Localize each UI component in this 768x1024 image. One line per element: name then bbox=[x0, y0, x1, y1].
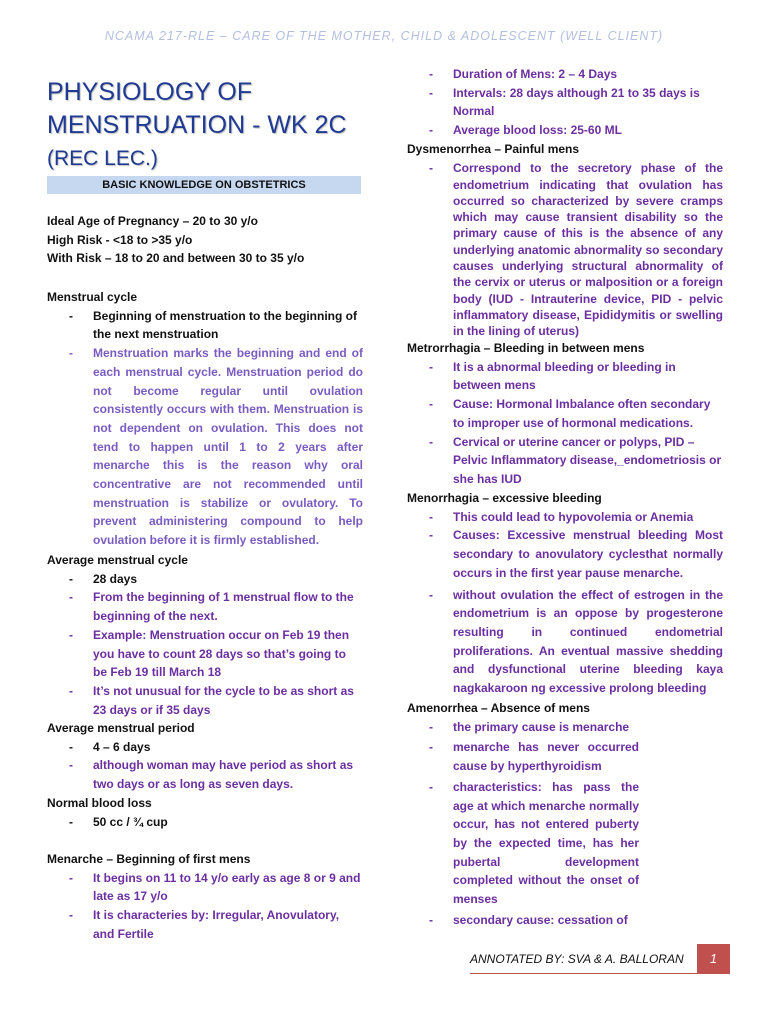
list-item-text: characteristics: has pass the age at which menarche normally occur, has not entered puberty by the expected time, has her pubertal development completed without the onset of menses bbox=[453, 779, 639, 907]
avg-period-heading: Average menstrual period bbox=[47, 721, 195, 735]
list-item-text: It is characteries by: Irregular, Anovulatory, and Fertile bbox=[93, 908, 340, 941]
menstrual-cycle-heading: Menstrual cycle bbox=[47, 290, 138, 304]
list-item-text: It is a abnormal bleeding or bleeding in between mens bbox=[453, 359, 676, 393]
list-item: - Average blood loss: 25-60 ML bbox=[429, 122, 622, 137]
list-item: - 4 – 6 days bbox=[69, 739, 151, 754]
footer-rule bbox=[470, 973, 697, 974]
list-item: - 28 days bbox=[69, 571, 138, 586]
list-item: - It begins on 11 to 14 y/o early as age 8 or 9 and late as 17 y/o bbox=[69, 870, 361, 904]
blood-loss-section bbox=[47, 794, 363, 831]
list-item-text: menarche has never occurred cause by hyperthyroidism bbox=[453, 740, 639, 774]
list-item: - Beginning of menstruation to the beginning of the next menstruation bbox=[69, 308, 357, 342]
dysmenorrhea-heading: Dysmenorrhea – Painful mens bbox=[407, 142, 580, 156]
menarche-section bbox=[47, 850, 363, 944]
list-item-text: 4 – 6 days bbox=[93, 739, 151, 754]
list-item-text: Causes: Excessive menstrual bleeding Most secondary to anovulatory cyclesthat normally occurs in the first year pause menarche. bbox=[453, 528, 723, 580]
high-risk-text: High Risk - <18 to >35 y/o bbox=[47, 232, 193, 247]
list-item-text: Correspond to the secretory phase of the endometrium indicating that ovulation has occurred so characterized by severe cramps which may cause transient disability so the primary cause of this is the absence of any underlying anatomic abnormality so secondary causes underlying structural abnormality of the cervix or uterus or malposition or a foreign body (IUD - Intrauterine device, PID - pelvic inflammatory disease, Epididymitis or swelling in the lining of uterus) bbox=[453, 161, 723, 339]
list-item-text: This could lead to hypovolemia or Anemia bbox=[453, 509, 694, 524]
list-item-text: the primary cause is menarche bbox=[453, 719, 630, 734]
avg-cycle-section bbox=[47, 551, 363, 719]
list-item: - although woman may have period as short as two days or as long as seven days. bbox=[69, 758, 354, 792]
amenorrhea-heading: Amenorrhea – Absence of mens bbox=[407, 701, 590, 715]
list-item-text: From the beginning of 1 menstrual flow to the beginning of the next. bbox=[93, 590, 354, 624]
dysmenorrhea-section bbox=[407, 141, 723, 340]
list-item: - Example: Menstruation occur on Feb 19 then you have to count 28 days so that’s going to be Feb 19 till March 18 bbox=[69, 627, 350, 680]
page-header: NCAMA 217-RLE – CARE OF THE MOTHER, CHILD & ADOLESCENT (WELL CLIENT) bbox=[104, 29, 664, 43]
list-item-text: It begins on 11 to 14 y/o early as age 8 or 9 and late as 17 y/o bbox=[93, 870, 361, 904]
list-item: - It is a abnormal bleeding or bleeding in between mens bbox=[429, 359, 676, 393]
list-item: - It’s not unusual for the cycle to be as short as 23 days or if 35 days bbox=[69, 683, 354, 717]
title-line-3: (REC LEC.) bbox=[47, 147, 158, 170]
footer-annotation: ANNOTATED BY: SVA & A. BALLORAN bbox=[470, 952, 684, 966]
title-line-1: PHYSIOLOGY OF bbox=[47, 78, 253, 106]
list-item: - This could lead to hypovolemia or Anemia bbox=[429, 509, 694, 524]
list-item: - characteristics: has pass the age at which menarche normally occur, has not entered puberty by the expected time, has her pubertal development completed without the onset of menses bbox=[429, 779, 639, 907]
metrorrhagia-heading: Metrorrhagia – Bleeding in between mens bbox=[407, 341, 645, 355]
list-item-text: secondary cause: cessation of bbox=[453, 912, 628, 927]
list-item-text: Menstruation marks the beginning and end of each menstrual cycle. Menstruation period do not become regular until ovulation consistently occurs with them. Menstruation is not dependent on ovulation. This does not tend to happen until 1 to 2 years after menarche this is the reason why oral concentrative are not recommended until menstruation is stabilize or ovulatory. To prevent administering compound to help ovulation before it is firmly established. bbox=[93, 346, 363, 548]
list-item-text: without ovulation the effect of estrogen in the endometrium is an oppose by progesterone resulting in continued endometrial proliferations. An eventual massive shedding and dysfunctional uterine bleeding kaya nagkakaroon ng excessive prolong bleeding bbox=[453, 587, 723, 696]
list-item-text: 50 cc / ¾ cup bbox=[93, 814, 168, 829]
list-item-text: although woman may have period as short as two days or as long as seven days. bbox=[93, 758, 354, 792]
list-item: - without ovulation the effect of estrogen in the endometrium is an oppose by progesterone resulting in continued endometrial proliferations. An eventual massive shedding and dysfunctional uterine bleeding kaya nagkakaroon ng excessive prolong bleeding bbox=[429, 587, 723, 696]
list-item-text: Average blood loss: 25-60 ML bbox=[453, 122, 622, 137]
list-item: - the primary cause is menarche bbox=[429, 719, 630, 734]
menses-summary-section bbox=[407, 65, 723, 139]
list-item: - Duration of Mens: 2 – 4 Days bbox=[429, 67, 618, 81]
list-item: - Cervical or uterine cancer or polyps, PID – Pelvic Inflammatory disease,_endometriosis or she has IUD bbox=[429, 434, 722, 486]
title-line-2: MENSTRUATION - WK 2C bbox=[47, 111, 347, 139]
ideal-age-text: Ideal Age of Pregnancy – 20 to 30 y/o bbox=[47, 214, 258, 228]
list-item: - Correspond to the secretory phase of the endometrium indicating that ovulation has occurred so characterized by severe cramps which may cause transient disability so the primary cause of this is the absence of any underlying anatomic abnormality so secondary causes underlying structural abnormality of the cervix or uterus or malposition or a foreign body (IUD - Intrauterine device, PID - pelvic inflammatory disease, Epididymitis or swelling in the lining of uterus) bbox=[429, 161, 723, 339]
list-item: - Intervals: 28 days although 21 to 35 days is Normal bbox=[429, 85, 700, 119]
avg-period-section bbox=[47, 719, 363, 794]
list-item: - secondary cause: cessation of bbox=[429, 912, 628, 927]
amenorrhea-section bbox=[407, 699, 723, 929]
list-item: - From the beginning of 1 menstrual flow to the beginning of the next. bbox=[69, 590, 354, 624]
section-banner: BASIC KNOWLEDGE ON OBSTETRICS bbox=[47, 176, 361, 194]
menorrhagia-heading: Menorrhagia – excessive bleeding bbox=[407, 491, 602, 505]
blood-loss-heading: Normal blood loss bbox=[47, 796, 152, 810]
risk-section bbox=[47, 212, 363, 268]
menstrual-cycle-section bbox=[47, 288, 363, 550]
page-title bbox=[47, 76, 377, 175]
list-item: - It is characteries by: Irregular, Anovulatory, and Fertile bbox=[69, 908, 340, 941]
list-item: - Menstruation marks the beginning and end of each menstrual cycle. Menstruation period do not become regular until ovulation consistently occurs with them. Menstruation is not dependent on ovulation. This does not tend to happen until 1 to 2 years after menarche this is the reason why oral concentrative are not recommended until menstruation is stabilize or ovulatory. To prevent administering compound to help ovulation before it is firmly established. bbox=[69, 346, 363, 548]
list-item-text: Beginning of menstruation to the beginning of the next menstruation bbox=[93, 308, 357, 342]
list-item-text: Cervical or uterine cancer or polyps, PID – Pelvic Inflammatory disease,_endometriosis or she has IUD bbox=[453, 434, 722, 486]
with-risk-text: With Risk – 18 to 20 and between 30 to 35 y/o bbox=[47, 251, 305, 266]
page-number: 1 bbox=[697, 944, 730, 974]
menorrhagia-section bbox=[407, 489, 723, 698]
metrorrhagia-section bbox=[407, 339, 723, 489]
list-item: - Causes: Excessive menstrual bleeding Most secondary to anovulatory cyclesthat normally occurs in the first year pause menarche. bbox=[429, 528, 723, 580]
list-item: - 50 cc / ¾ cup bbox=[69, 814, 168, 829]
list-item-text: Intervals: 28 days although 21 to 35 days is Normal bbox=[453, 85, 700, 119]
list-item: - Cause: Hormonal Imbalance often secondary to improper use of hormonal medications. bbox=[429, 397, 711, 430]
list-item-text: 28 days bbox=[93, 571, 138, 586]
list-item: - menarche has never occurred cause by hyperthyroidism bbox=[429, 740, 639, 774]
list-item-text: Cause: Hormonal Imbalance often secondary to improper use of hormonal medications. bbox=[453, 397, 711, 430]
list-item-text: Example: Menstruation occur on Feb 19 then you have to count 28 days so that’s going to be Feb 19 till March 18 bbox=[93, 627, 350, 680]
avg-cycle-heading: Average menstrual cycle bbox=[47, 553, 188, 567]
list-item-text: It’s not unusual for the cycle to be as short as 23 days or if 35 days bbox=[93, 683, 354, 717]
list-item-text: Duration of Mens: 2 – 4 Days bbox=[453, 67, 618, 81]
menarche-heading: Menarche – Beginning of first mens bbox=[47, 852, 251, 866]
